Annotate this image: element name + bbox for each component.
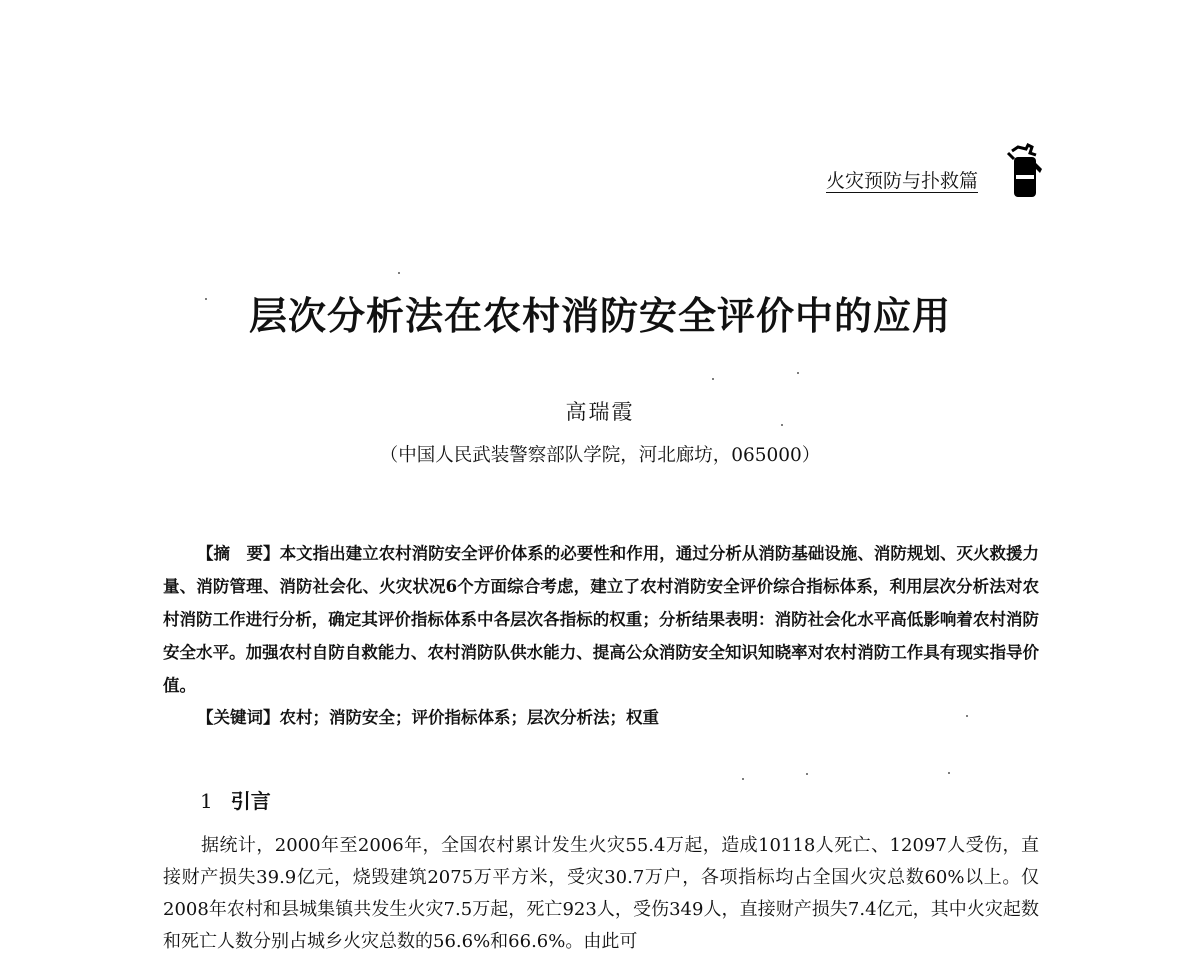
section-tag: 火灾预防与扑救篇 [826, 170, 979, 192]
keywords-label: 【关键词】 [197, 708, 280, 727]
scan-speck [797, 372, 799, 374]
scan-speck [205, 298, 207, 300]
abstract-text: 本文指出建立农村消防安全评价体系的必要性和作用，通过分析从消防基础设施、消防规划、灭火救援力量、消防管理、消防社会化、火灾状况6个方面综合考虑，建立了农村消防安全评价综合指标体系，利用层次分析法对农村消防工作进行分析，确定其评价指标体系中各层次各指标的权重；分析结果表明：消防社会化水平高低影响着农村消防安全水平。加强农村自防自救能力、农村消防队供水能力、提高公众消防安全知识知晓率对农村消防工作具有现实指导价值。 [163, 544, 1040, 695]
scan-speck [712, 378, 714, 380]
scan-speck [966, 715, 968, 717]
scan-speck [948, 772, 950, 774]
scan-speck [398, 272, 400, 274]
keywords [197, 705, 659, 731]
fire-extinguisher-icon [1004, 143, 1044, 201]
scan-speck [781, 424, 783, 426]
keywords-text: 农村；消防安全；评价指标体系；层次分析法；权重 [279, 708, 659, 727]
scan-speck [742, 778, 744, 780]
abstract [163, 537, 1039, 702]
author-name: 高瑞霞 [565, 400, 635, 424]
section-number: 1 [200, 789, 213, 813]
section-heading [200, 785, 271, 814]
scan-speck [806, 773, 808, 775]
section-title: 引言 [230, 789, 271, 813]
paper-title: 层次分析法在农村消防安全评价中的应用 [248, 293, 951, 338]
author-affiliation: （中国人民武装警察部队学院，河北廊坊，065000） [379, 445, 821, 466]
body-paragraph: 据统计，2000年至2006年，全国农村累计发生火灾55.4万起，造成10118人死亡、12097人受伤，直接财产损失39.9亿元，烧毁建筑2075万平方米，受灾30.7万户，各项指标均占全国火灾总数60%以上。仅2008年农村和县城集镇共发生火灾7.5万起，死亡923人，受伤349人，直接财产损失7.4亿元，其中火灾起数和死亡人数分别占城乡火灾总数的56.6%和66.6%。由此可 [163, 835, 1039, 952]
abstract-label: 【摘 要】 [197, 544, 280, 563]
